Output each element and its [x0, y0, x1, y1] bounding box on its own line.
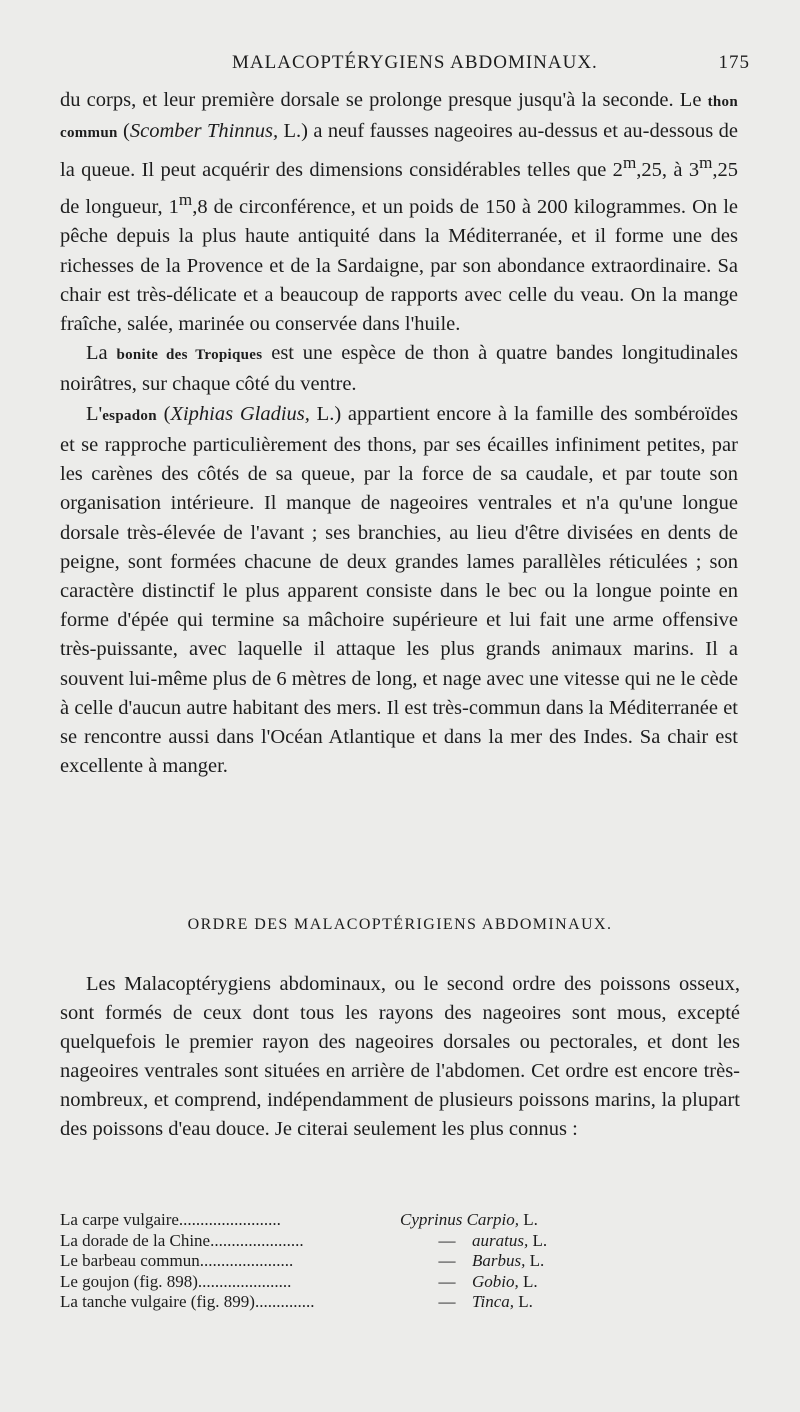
latin-text: Gobio, [472, 1271, 519, 1291]
running-title: MALACOPTÉRYGIENS ABDOMINAUX. [232, 52, 598, 73]
latin-name: Xiphias Gladius, [170, 402, 310, 425]
section-heading: ORDRE DES MALACOPTÉRIGIENS ABDOMINAUX. [187, 916, 613, 933]
unit-superscript: m [622, 153, 637, 173]
latin-binomial [472, 1292, 533, 1313]
common-name: Le barbeau commun...................... [60, 1251, 294, 1270]
latin-binomial [400, 1210, 538, 1231]
species-row [60, 1231, 620, 1252]
text-run: ( [117, 120, 130, 143]
common-name: La dorade de la Chine...................... [60, 1230, 304, 1250]
latin-name: Scomber Thinnus, [129, 120, 279, 143]
species-row [60, 1210, 620, 1231]
species-row [60, 1292, 620, 1313]
text-run: L.) appartient encore à la famille des sombéroïdes et se rapproche particulièrement des thons, par ses écailles infiniment petites, par les carènes des côtés de sa queue, par la force de sa caudale, et par toute son organisation intérieure. Il manque de nageoires ventrales et n'a qu'une longue dorsale très-élevée de l'avant ; ses branchies, au lieu d'être divisées en dents de peigne, sont formées chacune de deux grandes lames parallèles réticulées ; son caractère distinctif le plus apparent consiste dans le bec ou la longue pointe en forme d'épée qui termine sa mâchoire supérieure et lui fait une arme offensive très-puissante, avec laquelle il attaque les plus grands animaux marins. Il a souvent lui-même plus de 6 mètres de long, et nage avec une vitesse qui ne le cède à celle d'aucun autre habitant des mers. Il est très-commun dans la Méditerranée et se rencontre aussi dans l'Océan Atlantique et dans la mer des Indes. Sa chair est excellente à manger. [60, 402, 738, 778]
author-abbrev: L. [528, 1230, 548, 1250]
author-abbrev: L. [514, 1292, 533, 1311]
text-run: La [86, 342, 117, 365]
latin-text: Cyprinus Carpio, [400, 1210, 520, 1229]
author-abbrev: L. [519, 1210, 538, 1229]
text-run: ,25 de longueur, 1 [60, 159, 738, 219]
text-run: ,8 de circonférence, et un poids de 150 à 200 kilogrammes. On le pêche depuis la plus haute antiquité dans la Méditerranée, et il forme une des richesses de la Provence et de la Sardaigne, par son abondance extraordinaire. Sa chair est très-délicate et a beaucoup de rapports avec celle du veau. On la mange fraîche, salée, marinée ou conservée dans l'huile. [60, 196, 738, 336]
species-row [60, 1251, 620, 1272]
author-abbrev: L. [518, 1271, 538, 1291]
latin-text: auratus, [472, 1230, 529, 1250]
species-list [60, 1210, 620, 1313]
text-run: L' [86, 402, 103, 425]
ditto-dash: — [438, 1230, 456, 1250]
unit-superscript: m [699, 153, 713, 173]
unit-superscript: m [178, 190, 193, 210]
common-name: Le goujon (fig. 898)...................... [60, 1271, 292, 1291]
ditto-dash: — [438, 1251, 456, 1270]
page-number: 175 [718, 52, 750, 73]
paragraph-bonite [60, 339, 738, 399]
term-bonite: bonite des Tropiques [116, 347, 263, 364]
latin-binomial [472, 1251, 544, 1272]
term-espadon: espadon [102, 407, 157, 424]
text-run: du corps, et leur première dorsale se prolonge presque jusqu'à la seconde. Le [60, 89, 708, 111]
text-run: L.) a neuf fausses nageoires au-dessus et au-dessous de la queue. Il peut acquérir des dimensions considérables telles que 2 [60, 120, 739, 182]
author-abbrev: L. [525, 1251, 545, 1270]
latin-binomial [472, 1272, 538, 1293]
species-row [60, 1272, 620, 1293]
text-run: ,25, à 3 [636, 159, 700, 182]
paragraph-order-intro: Les Malacoptérygiens abdominaux, ou le second ordre des poissons osseux, sont formés de ceux dont tous les rayons des nageoires sont mous, excepté quelquefois le premier rayon des nageoires dorsales ou pectorales, et dont les nageoires ventrales sont situées en arrière de l'abdomen. Cet ordre est encore très-nombreux, et comprend, indépendamment de plusieurs poissons marins, la plupart des poissons d'eau douce. Je citerai seulement les plus connus : [60, 973, 740, 1140]
ditto-dash: — [438, 1271, 456, 1291]
common-name: La tanche vulgaire (fig. 899).............. [60, 1292, 315, 1311]
section-text [60, 970, 740, 1144]
text-run: ( [156, 402, 171, 425]
term-thon-commun: thon commun [60, 94, 738, 142]
ditto-dash: — [438, 1292, 456, 1311]
latin-binomial [472, 1231, 547, 1252]
main-text [60, 86, 738, 781]
common-name: La carpe vulgaire........................ [60, 1210, 281, 1229]
paragraph-thon [60, 86, 738, 339]
latin-text: Tinca, [472, 1292, 515, 1311]
text-run: est une espèce de thon à quatre bandes longitudinales noirâtres, sur chaque côté du ventre. [60, 342, 738, 396]
paragraph-espadon [60, 400, 738, 782]
latin-text: Barbus, [472, 1251, 526, 1270]
